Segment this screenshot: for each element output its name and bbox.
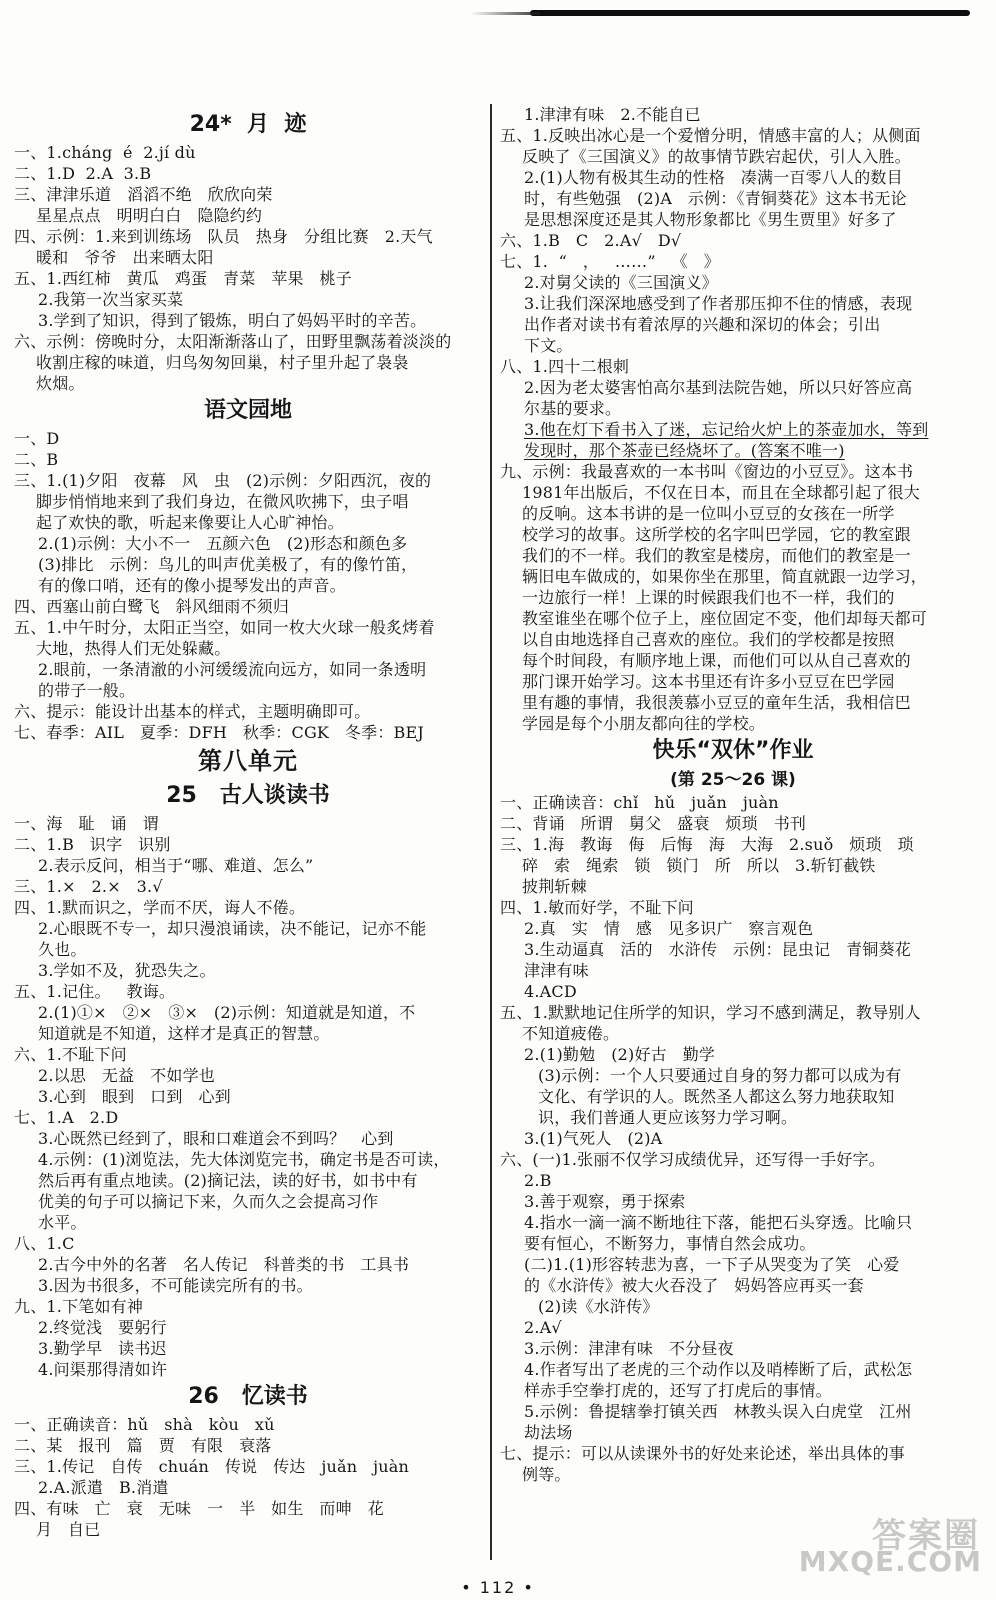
answer-subline-underlined: 发现时，那个茶壶已经烧坏了。(答案不唯一): [524, 441, 845, 460]
answer-line: 四、西塞山前白鹭飞 斜风细雨不须归: [14, 597, 290, 616]
answer-line: 四、有味 亡 衰 无味 一 半 如生 而呻 花: [14, 1499, 384, 1518]
answer-line-continued: 辆旧电车做成的，如果你坐在那里，简直就跟一边学习，: [522, 567, 928, 586]
answer-line: 七、1. “ ， ……” 《 》: [500, 252, 720, 271]
answer-line: 六、(一)1.张丽不仅学习成绩优异，还写得一手好字。: [500, 1150, 885, 1169]
answer-subline: 有的像口哨，还有的像小提琴发出的声音。: [38, 576, 346, 595]
answer-line: 五、1.中午时分，太阳正当空，如同一枚大火球一般炙烤着: [14, 618, 435, 637]
answer-line: 六、提示：能设计出基本的样式，主题明确即可。: [14, 702, 371, 721]
answer-subline: 2.心眼既不专一，却只漫浪诵读，决不能记，记亦不能: [38, 919, 427, 938]
watermark-text-top: 答案圈: [872, 1516, 980, 1556]
answer-line: 一、正确读音：hǔ shà kòu xǔ: [14, 1415, 275, 1434]
answer-line-continued: 校学习的故事。这所学校的名字叫巴学园，它的教室跟: [522, 525, 911, 544]
answer-subline: 2.以思 无益 不如学也: [38, 1066, 215, 1085]
answer-line: 七、提示：可以从读课外书的好处来论述，举出具体的事: [500, 1444, 906, 1463]
answer-line: 三、1.传记 自传 chuán 传说 传达 juǎn juàn: [14, 1457, 410, 1476]
answer-subline: 2.古今中外的名著 名人传记 科普类的书 工具书: [38, 1255, 410, 1274]
answer-subline: 2.终觉浅 要躬行: [38, 1318, 167, 1337]
answer-subline: 3.生动逼真 活的 水浒传 示例：昆虫记 青铜葵花: [524, 940, 911, 959]
answer-line-continued: 披荆斩棘: [522, 877, 587, 896]
answer-subline: 2.因为老太婆害怕高尔基到法院告她，所以只好答应高: [524, 378, 913, 397]
page-top-edge-fade: [470, 12, 540, 15]
answer-line-continued: 的反响。这本书讲的是一位叫小豆豆的女孩在一所学: [522, 504, 895, 523]
answer-subline: (3)排比 示例：鸟儿的叫声优美极了，有的像竹笛，: [38, 555, 418, 574]
answer-line: 七、春季：AIL 夏季：DFH 秋季：CGK 冬季：BEJ: [14, 723, 424, 742]
answer-line-continued: 我们的不一样。我们的教室是楼房，而他们的教室是一: [522, 546, 911, 565]
answer-line: 三、津津乐道 滔滔不绝 欣欣向荣: [14, 185, 273, 204]
answer-line-continued: 暖和 爷爷 出来晒太阳: [36, 248, 214, 267]
answer-subline: 4.指水一滴一滴不断地往下落，能把石头穿透。比喻只: [524, 1213, 913, 1232]
answer-line: 六、1.不耻下问: [14, 1045, 127, 1064]
section-title: 快乐“双休”作业: [652, 738, 814, 763]
answer-subline: 3.勤学早 读书迟: [38, 1339, 167, 1358]
answer-column-right: [500, 104, 966, 1560]
answer-line: 五、1.反映出冰心是一个爱憎分明，情感丰富的人；从侧面: [500, 126, 921, 145]
answer-subline: 3.(1)气死人 (2)A: [524, 1129, 663, 1148]
answer-line-continued: 那门课开始学习。这本书里还有许多小豆豆在巴学园: [522, 672, 895, 691]
answer-line-continued: 星星点点 明明白白 隐隐约约: [36, 206, 263, 225]
answer-subline: 出作者对读书有着浓厚的兴趣和深切的体会；引出: [524, 315, 881, 334]
answer-subline-nested: 文化、有学识的人。既然圣人都这么努力地获取知: [538, 1087, 895, 1106]
answer-line: 二、1.D 2.A 3.B: [14, 164, 152, 183]
section-title: 语文园地: [203, 398, 292, 423]
answer-subline: 时，有些勉强 (2)A 示例：《青铜葵花》这本书无论: [524, 189, 907, 208]
answer-subline: 下文。: [524, 336, 573, 355]
answer-line-continued: 每个时间段，有顺序地上课，而他们可以从自己喜欢的: [522, 651, 911, 670]
answer-line-continued: 脚步悄悄地来到了我们身边，在微风吹拂下，虫子唱: [36, 492, 409, 511]
answer-line-continued: 里有趣的事情，我很羡慕小豆豆的童年生活，我相信巴: [522, 693, 911, 712]
answer-line: 三、1.海 教诲 侮 后悔 海 大海 2.suǒ 烦琐 琐: [500, 835, 914, 854]
answer-line-continued: 大地，热得人们无处躲藏。: [36, 639, 231, 658]
answer-subline: 5.示例：鲁提辖拳打镇关西 林教头误入白虎堂 江州: [524, 1402, 912, 1421]
answer-subline: 3.学到了知识，得到了锻炼，明白了妈妈平时的辛苦。: [38, 311, 427, 330]
answer-subline: 2.(1)勤勉 (2)好古 勤学: [524, 1045, 716, 1064]
answer-line-continued: 起了欢快的歌，听起来像要让人心旷神怡。: [36, 513, 344, 532]
answer-line-continued: 例等。: [522, 1465, 571, 1484]
answer-subline: (二)1.(1)形容转悲为喜，一下子从哭变为了笑 心爱: [524, 1255, 900, 1274]
answer-subline: 劫法场: [524, 1423, 573, 1442]
answer-subline: 2.眼前，一条清澈的小河缓缓流向远方，如同一条透明: [38, 660, 427, 679]
answer-subline: 2.A√: [524, 1318, 562, 1337]
answer-line: 五、1.西红柿 黄瓜 鸡蛋 青菜 苹果 桃子: [14, 269, 352, 288]
answer-line: 八、1.四十二根刺: [500, 357, 630, 376]
answer-line: 二、某 报刊 篇 贾 有限 衰落: [14, 1436, 272, 1455]
answer-subline: 3.让我们深深地感受到了作者那压抑不住的情感，表现: [524, 294, 913, 313]
answer-subline: 1.津津有味 2.不能自已: [524, 105, 701, 124]
watermark-text-bottom: MXQE.COM: [798, 1545, 982, 1578]
answer-line-continued: 一边旅行一样！上课的时候跟我们也不一样，我们的: [522, 588, 895, 607]
answer-subline: 尔基的要求。: [524, 399, 622, 418]
answer-line: 一、1.cháng é 2.jí dù: [14, 143, 196, 162]
answer-subline: 是思想深度还是其人物形象都比《男生贾里》好多了: [524, 210, 897, 229]
answer-line: 四、1.默而识之，学而不厌，诲人不倦。: [14, 898, 306, 917]
answer-subline-underlined: 3.他在灯下看书入了迷，忘记给火炉上的茶壶加水，等到: [524, 420, 929, 439]
answer-subline: 要有恒心，不断努力，事情自然会成功。: [524, 1234, 816, 1253]
page-top-edge-shadow: [530, 10, 970, 16]
answer-line-continued: 1981年出版后，不仅在日本，而且在全球都引起了很大: [522, 483, 920, 502]
answer-subline: 然后再有重点地读。(2)摘记法，读的好书，如书中有: [38, 1171, 418, 1190]
answer-subline: 2.对舅父读的《三国演义》: [524, 273, 718, 292]
answer-line-continued: 月 自已: [36, 1520, 101, 1539]
answer-line: 二、1.B 识字 识别: [14, 835, 171, 854]
answer-subline-nested: 识，我们普通人更应该努力学习啊。: [538, 1108, 798, 1127]
answer-line: 一、正确读音：chǐ hǔ juǎn juàn: [500, 793, 779, 812]
page-number: • 112 •: [461, 1578, 535, 1597]
answer-subline: 样赤手空拳打虎的，还写了打虎后的事情。: [524, 1381, 832, 1400]
answer-line: 四、示例：1.来到训练场 队员 热身 分组比赛 2.天气: [14, 227, 433, 246]
answer-subline: 知道就是不知道，这样才是真正的智慧。: [38, 1024, 330, 1043]
answer-subline: 2.B: [524, 1171, 552, 1190]
answer-line: 六、1.B C 2.A√ D√: [500, 231, 682, 250]
answer-line: 七、1.A 2.D: [14, 1108, 119, 1127]
answer-line: 八、1.C: [14, 1234, 75, 1253]
section-title: 26 忆读书: [188, 1384, 308, 1409]
answer-line: 四、1.敏而好学，不耻下问: [500, 898, 694, 917]
answer-subline: 的《水浒传》被大火吞没了 妈妈答应再买一套: [524, 1276, 864, 1295]
watermark-logo: [798, 1508, 982, 1578]
answer-subline: 水平。: [38, 1213, 87, 1232]
answer-subline: 2.真 实 情 感 见多识广 察言观色: [524, 919, 814, 938]
answer-line-continued: 以自由地选择自己喜欢的座位。我们的学校都是按照: [522, 630, 895, 649]
answer-subline: 2.(1)人物有极其生动的性格 凑满一百零八人的数目: [524, 168, 903, 187]
answer-line: 九、示例：我最喜欢的一本书叫《窗边的小豆豆》。这本书: [500, 462, 914, 481]
answer-line-continued: 收割庄稼的味道，归鸟匆匆回巢，村子里升起了袅袅: [36, 353, 409, 372]
page-top-edge: [0, 0, 996, 26]
answer-subline: 的带子一般。: [38, 681, 136, 700]
answer-subline: 津津有味: [524, 961, 589, 980]
answer-subline: 3.善于观察，勇于探索: [524, 1192, 686, 1211]
answer-line: 六、示例：傍晚时分，太阳渐渐落山了，田野里飘荡着淡淡的: [14, 332, 452, 351]
answer-line: 一、海 耻 诵 谓: [14, 814, 159, 833]
answer-subline: 4.ACD: [524, 982, 577, 1001]
answer-line: 五、1.默默地记住所学的知识，学习不感到满足，教导别人: [500, 1003, 921, 1022]
answer-line: 三、1.× 2.× 3.√: [14, 877, 163, 896]
answer-line-continued: 反映了《三国演义》的故事情节跌宕起伏，引人入胜。: [522, 147, 911, 166]
answer-subline: 2.A.派遣 B.消遣: [38, 1478, 169, 1497]
answer-column-left: [14, 108, 482, 1560]
answer-line: 二、B: [14, 450, 59, 469]
answer-line: 五、1.记住。 教诲。: [14, 982, 176, 1001]
section-subtitle: (第 25～26 课): [670, 770, 796, 790]
answer-subline-nested: (3)示例：一个人只要通过自身的努力都可以成为有: [538, 1066, 902, 1085]
answer-subline: 4.问渠那得清如许: [38, 1360, 168, 1379]
answer-subline: 2.(1)①× ②× ③× (2)示例：知道就是知道，不: [38, 1003, 416, 1022]
answer-subline: 3.因为书很多，不可能读完所有的书。: [38, 1276, 313, 1295]
answer-line: 三、1.(1)夕阳 夜幕 风 虫 (2)示例：夕阳西沉，夜的: [14, 471, 432, 490]
answer-subline: 3.心到 眼到 口到 心到: [38, 1087, 231, 1106]
answer-subline: 4.示例：(1)浏览法，先大体浏览完书，确定书是否可读，: [38, 1150, 450, 1169]
column-divider: [490, 104, 492, 1560]
answer-line-continued: 教室谁坐在哪个位子上，座位固定不变，他们却每天都可: [522, 609, 928, 628]
section-title: 24* 月 迹: [189, 112, 307, 137]
answer-line-continued: 炊烟。: [36, 374, 85, 393]
answer-subline: 4.作者写出了老虎的三个动作以及哨棒断了后，武松怎: [524, 1360, 913, 1379]
answer-subline-nested: (2)读《水浒传》: [538, 1297, 659, 1316]
answer-line-continued: 学园是每个小朋友都向往的学校。: [522, 714, 766, 733]
answer-line: 一、D: [14, 429, 60, 448]
answer-line: 九、1.下笔如有神: [14, 1297, 144, 1316]
answer-line-continued: 碎 索 绳索 锁 锁门 所 所以 3.斩钉截铁: [522, 856, 876, 875]
section-title: 25 古人谈读书: [166, 783, 330, 808]
unit-title: 第八单元: [198, 747, 298, 775]
answer-line: 二、背诵 所谓 舅父 盛衰 烦琐 书刊: [500, 814, 807, 833]
answer-subline: 久也。: [38, 940, 87, 959]
answer-subline: 优美的句子可以摘记下来，久而久之会提高习作: [38, 1192, 379, 1211]
answer-subline: 3.学如不及，犹恐失之。: [38, 961, 216, 980]
answer-subline: 3.心既然已经到了，眼和口难道会不到吗？ 心到: [38, 1129, 394, 1148]
answer-subline: 2.我第一次当家买菜: [38, 290, 184, 309]
answer-subline: 3.示例：津津有味 不分昼夜: [524, 1339, 734, 1358]
answer-subline: 2.表示反问，相当于“哪、难道、怎么”: [38, 856, 314, 875]
answer-subline: 2.(1)示例：大小不一 五颜六色 (2)形态和颜色多: [38, 534, 408, 553]
answer-line-continued: 不知道疲倦。: [522, 1024, 620, 1043]
